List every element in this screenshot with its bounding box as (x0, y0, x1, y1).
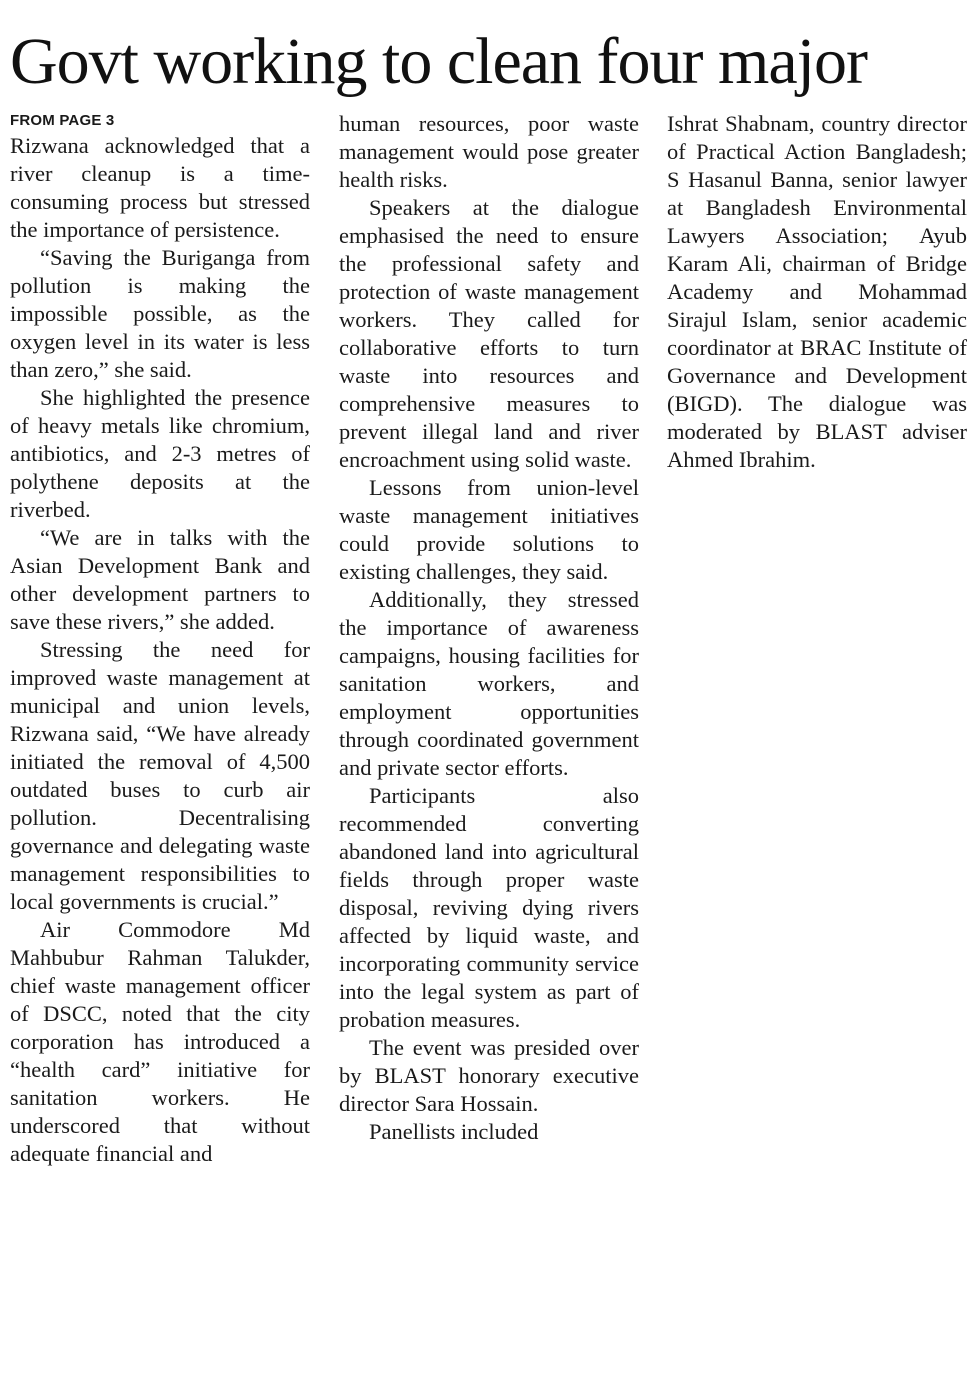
article-column-3 (667, 110, 967, 474)
paragraph: Lessons from union-level waste management initiatives could provide solutions to existing challenges, they said. (339, 475, 639, 584)
article-column-2 (339, 110, 639, 1146)
paragraph: Panellists included (369, 1119, 539, 1144)
paragraph: Air Commodore Md Mahbubur Rahman Talukder, chief waste management officer of DSCC, noted that the city corporation has introduced a “health card” initiative for sanitation workers. He underscored that without adequate financial and (10, 917, 310, 1166)
paragraph: Ishrat Shabnam, country director of Practical Action Bangladesh; S Hasanul Banna, senior lawyer at Bangladesh Environmental Lawyers Association; Ayub Karam Ali, chairman of Bridge Academy and Mohammad Sirajul Islam, senior academic coordinator at BRAC Institute of Governance and Development (BIGD). The dialogue was moderated by BLAST adviser Ahmed Ibrahim. (667, 111, 967, 472)
paragraph: The event was presided over by BLAST honorary executive director Sara Hossain. (339, 1035, 639, 1116)
paragraph: Additionally, they stressed the importance of awareness campaigns, housing facilities for sanitation workers, and employment opportunities through coordinated government and private sector efforts. (339, 587, 639, 780)
article-column-1 (10, 110, 310, 1168)
paragraph: Speakers at the dialogue emphasised the need to ensure the professional safety and protection of waste management workers. They called for collaborative efforts to turn waste into resources and comprehensive measures to prevent illegal land and river encroachment using solid waste. (339, 195, 639, 472)
paragraph: human resources, poor waste management would pose greater health risks. (339, 111, 639, 192)
paragraph: She highlighted the presence of heavy metals like chromium, antibiotics, and 2-3 metres of polythene deposits at the riverbed. (10, 385, 310, 522)
paragraph: “We are in talks with the Asian Development Bank and other development partners to save these rivers,” she added. (10, 525, 310, 634)
paragraph: “Saving the Buriganga from pollution is making the impossible possible, as the oxygen level in its water is less than zero,” she said. (10, 245, 310, 382)
headline: Govt working to clean four major (10, 25, 867, 98)
paragraph: Participants also recommended converting abandoned land into agricultural fields through proper waste disposal, reviving dying rivers affected by liquid waste, and incorporating community service into the legal system as part of probation measures. (339, 783, 639, 1032)
paragraph: Rizwana acknowledged that a river cleanup is a time-consuming process but stressed the importance of persistence. (10, 133, 310, 242)
dateline: FROM PAGE 3 (10, 112, 115, 129)
paragraph: Stressing the need for improved waste management at municipal and union levels, Rizwana said, “We have already initiated the removal of 4,500 outdated buses to curb air pollution. Decentralising governance and delegating waste management responsibilities to local governments is crucial.” (10, 637, 310, 914)
